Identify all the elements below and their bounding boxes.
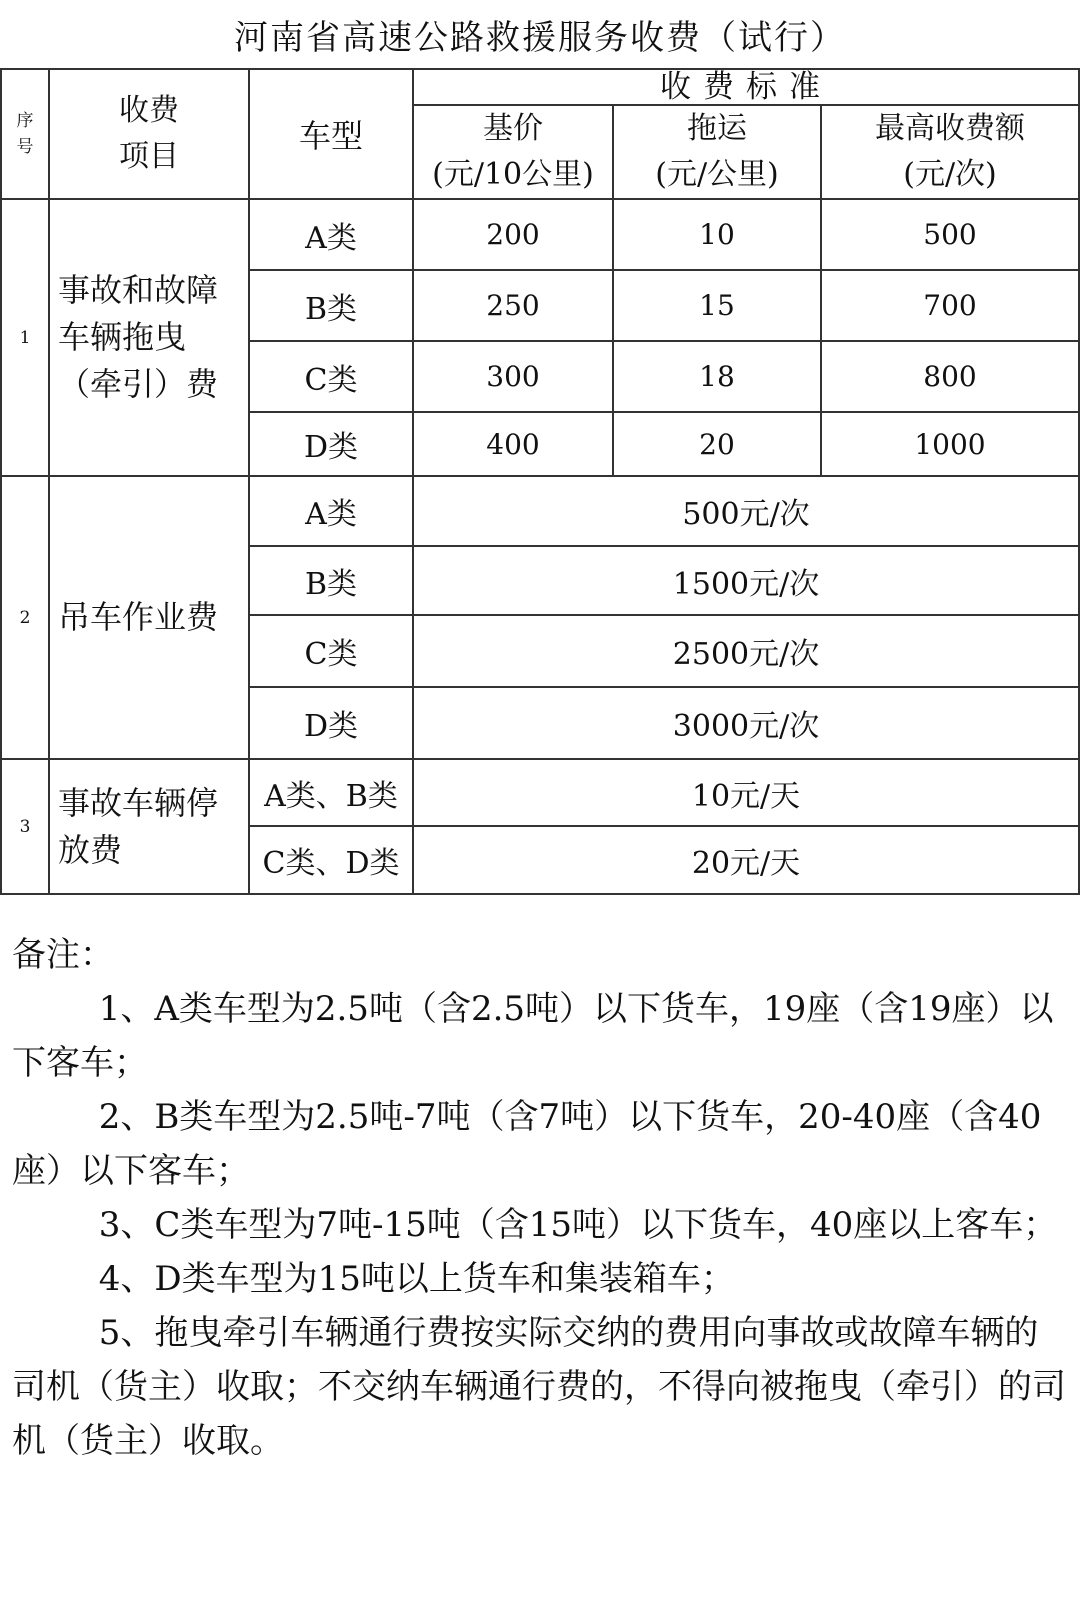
header-seq-line: 号 <box>16 137 34 157</box>
vehicle-type-cell: C类、D类 <box>249 826 413 894</box>
notes-label: 备注： <box>12 935 114 975</box>
note-item: 2、B类车型为2.5吨-7吨（含7吨）以下货车，20-40座（含40座）以下客车； <box>12 1097 1042 1191</box>
fee-cell: 20元/天 <box>413 826 1079 894</box>
vehicle-type-cell: C类 <box>249 615 413 687</box>
vehicle-type-cell: D类 <box>249 687 413 759</box>
header-towing <box>613 105 821 199</box>
vehicle-type-cell: A类 <box>249 476 413 546</box>
header-item <box>49 69 249 199</box>
section-item-line: （牵引）费 <box>58 365 219 403</box>
fee-table <box>0 68 1080 895</box>
vehicle-type-cell: C类 <box>249 341 413 412</box>
table-row <box>1 759 1079 826</box>
base-price-cell: 400 <box>413 412 613 476</box>
fee-cell: 1500元/次 <box>413 546 1079 615</box>
section-seq: 1 <box>1 199 49 476</box>
document-title: 河南省高速公路救援服务收费（试行） <box>234 17 846 58</box>
header-max-fee-label: 最高收费额 <box>875 111 1025 146</box>
section-seq: 3 <box>1 759 49 894</box>
fee-cell: 500元/次 <box>413 476 1079 546</box>
header-max-fee <box>821 105 1079 199</box>
section-item <box>49 759 249 894</box>
towing-cell: 18 <box>613 341 821 412</box>
max-fee-cell: 500 <box>821 199 1079 270</box>
section-item <box>49 476 249 759</box>
header-seq <box>1 69 49 199</box>
note-item: 4、D类车型为15吨以上货车和集装箱车； <box>98 1259 735 1299</box>
base-price-cell: 200 <box>413 199 613 270</box>
note-item: 5、拖曳牵引车辆通行费按实际交纳的费用向事故或故障车辆的司机（货主）收取；不交纳车辆通行费的，不得向被拖曳（牵引）的司机（货主）收取。 <box>12 1313 1066 1461</box>
vehicle-type-cell: B类 <box>249 270 413 341</box>
header-towing-unit: (元/公里) <box>655 157 779 192</box>
section-item-line: 事故车辆停 <box>58 783 219 822</box>
max-fee-cell: 1000 <box>821 412 1079 476</box>
note-item: 3、C类车型为7吨-15吨（含15吨）以下货车，40座以上客车； <box>98 1205 1058 1245</box>
base-price-cell: 300 <box>413 341 613 412</box>
vehicle-type-cell: A类、B类 <box>249 759 413 826</box>
fee-cell: 10元/天 <box>413 759 1079 826</box>
section-item <box>49 199 249 476</box>
towing-cell: 15 <box>613 270 821 341</box>
vehicle-type-cell: D类 <box>249 412 413 476</box>
fee-cell: 2500元/次 <box>413 615 1079 687</box>
section-seq: 2 <box>1 476 49 759</box>
header-vehicle-type: 车型 <box>249 69 413 199</box>
header-seq-line: 序 <box>16 111 34 131</box>
max-fee-cell: 800 <box>821 341 1079 412</box>
table-row <box>1 199 1079 270</box>
notes-section <box>12 928 1072 1468</box>
vehicle-type-cell: A类 <box>249 199 413 270</box>
header-standard: 收费标准 <box>413 69 1079 105</box>
towing-cell: 10 <box>613 199 821 270</box>
header-base-price <box>413 105 613 199</box>
section-item-line: 放费 <box>58 830 123 869</box>
section-item-line: 车辆拖曳 <box>58 318 187 356</box>
header-row-1 <box>1 69 1079 105</box>
header-towing-label: 拖运 <box>687 111 747 146</box>
table-row <box>1 476 1079 546</box>
base-price-cell: 250 <box>413 270 613 341</box>
header-max-fee-unit: (元/次) <box>903 157 997 192</box>
note-item: 1、A类车型为2.5吨（含2.5吨）以下货车，19座（含19座）以下客车； <box>12 989 1054 1083</box>
towing-cell: 20 <box>613 412 821 476</box>
header-base-price-label: 基价 <box>483 111 543 146</box>
fee-cell: 3000元/次 <box>413 687 1079 759</box>
header-item-line: 项目 <box>119 139 179 174</box>
header-base-price-unit: (元/10公里) <box>432 157 594 192</box>
section-item-line: 吊车作业费 <box>58 598 219 636</box>
section-item-line: 事故和故障 <box>58 271 219 309</box>
header-item-line: 收费 <box>119 93 179 128</box>
vehicle-type-cell: B类 <box>249 546 413 615</box>
max-fee-cell: 700 <box>821 270 1079 341</box>
